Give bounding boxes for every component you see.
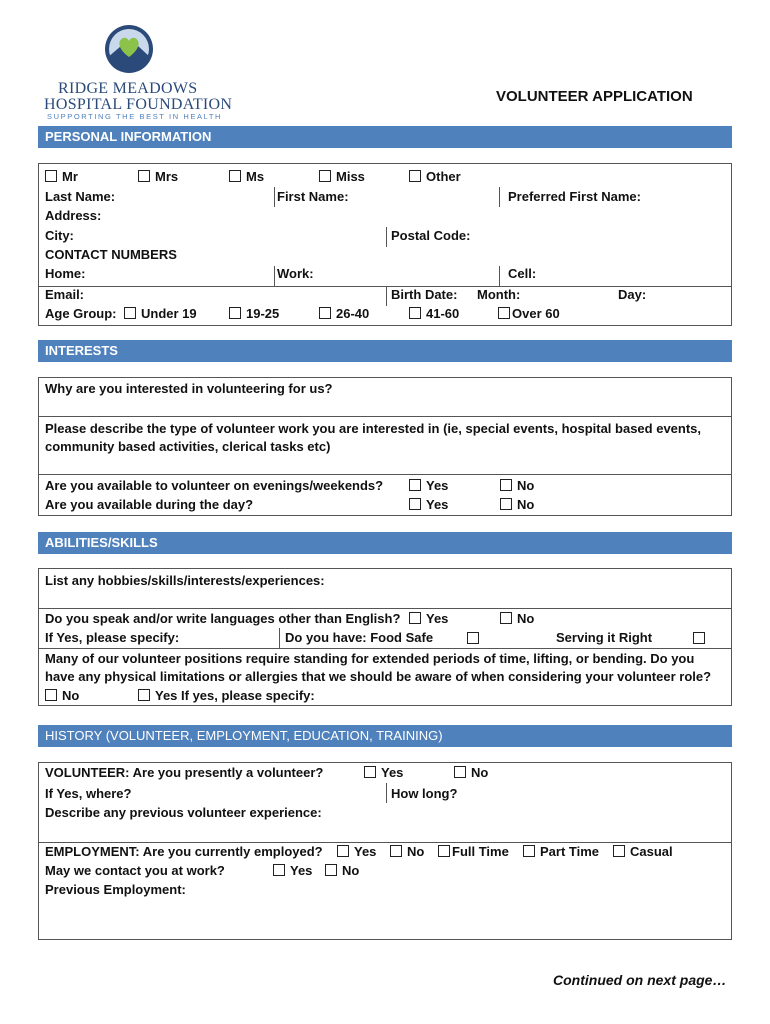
checkbox[interactable] [229, 307, 241, 319]
divider [499, 187, 500, 207]
age-option-over-60[interactable]: Over 60 [498, 306, 560, 322]
evenings-availability-question: Are you available to volunteer on evenings/weekends? [45, 478, 384, 493]
limitations-question-line1: Many of our volunteer positions require standing for extended periods of time, lifting, or bending. Do you [45, 651, 695, 666]
divider [38, 842, 732, 843]
age-group-label: Age Group: [45, 306, 117, 321]
divider [386, 286, 387, 306]
checkbox[interactable] [138, 170, 150, 182]
checkbox[interactable] [319, 170, 331, 182]
divider [38, 648, 732, 649]
checkbox[interactable] [409, 498, 421, 510]
why-interested-question: Why are you interested in volunteering for us? [45, 381, 333, 396]
checkbox[interactable] [498, 307, 510, 319]
city-label: City: [45, 228, 74, 243]
cell-phone-label: Cell: [508, 266, 537, 281]
volunteer-type-question-line1: Please describe the type of volunteer work you are interested in (ie, special events, hospital based events, [45, 421, 702, 436]
previous-volunteer-experience-label: Describe any previous volunteer experience: [45, 805, 322, 820]
checkbox[interactable] [45, 689, 57, 701]
full-time-option[interactable]: Full Time [438, 844, 509, 860]
last-name-label: Last Name: [45, 189, 116, 204]
checkbox[interactable] [273, 864, 285, 876]
contact-at-work-question: May we contact you at work? [45, 863, 225, 878]
checkbox[interactable] [138, 689, 150, 701]
email-label: Email: [45, 287, 85, 302]
divider [38, 474, 732, 475]
checkbox[interactable] [229, 170, 241, 182]
presently-volunteer-question: VOLUNTEER: Are you presently a volunteer? [45, 765, 324, 780]
checkbox[interactable] [45, 170, 57, 182]
evenings-yes-option[interactable]: Yes [409, 478, 448, 494]
hobbies-question: List any hobbies/skills/interests/experiences: [45, 573, 325, 588]
section-history: HISTORY (VOLUNTEER, EMPLOYMENT, EDUCATION, TRAINING) [38, 725, 732, 747]
checkbox[interactable] [409, 612, 421, 624]
volunteer-type-question-line2: community based activities, clerical tasks etc) [45, 439, 331, 454]
checkbox[interactable] [364, 766, 376, 778]
checkbox[interactable] [409, 307, 421, 319]
birth-date-label: Birth Date: [391, 287, 458, 302]
checkbox[interactable] [337, 845, 349, 857]
heart-mountain-icon [104, 24, 154, 74]
org-tagline: SUPPORTING THE BEST IN HEALTH [47, 112, 223, 121]
divider [274, 266, 275, 286]
languages-specify-label: If Yes, please specify: [45, 630, 180, 645]
divider [386, 227, 387, 247]
checkbox[interactable] [500, 479, 512, 491]
limitations-yes-option[interactable]: Yes If yes, please specify: [138, 688, 315, 704]
checkbox[interactable] [613, 845, 625, 857]
title-option-mrs[interactable]: Mrs [138, 169, 178, 185]
birth-day-label: Day: [618, 287, 647, 302]
contact-yes-option[interactable]: Yes [273, 863, 312, 879]
currently-employed-question: EMPLOYMENT: Are you currently employed? [45, 844, 323, 859]
divider [38, 608, 732, 609]
work-phone-label: Work: [277, 266, 314, 281]
part-time-option[interactable]: Part Time [523, 844, 599, 860]
checkbox[interactable] [438, 845, 450, 857]
section-interests: INTERESTS [38, 340, 732, 362]
contact-numbers-heading: CONTACT NUMBERS [45, 247, 177, 262]
casual-option[interactable]: Casual [613, 844, 673, 860]
serving-it-right-checkbox[interactable] [693, 632, 705, 644]
day-availability-question: Are you available during the day? [45, 497, 254, 512]
checkbox[interactable] [325, 864, 337, 876]
age-option-19-25[interactable]: 19-25 [229, 306, 279, 322]
first-name-label: First Name: [277, 189, 349, 204]
languages-question: Do you speak and/or write languages other than English? [45, 611, 401, 626]
volunteer-yes-option[interactable]: Yes [364, 765, 403, 781]
title-option-ms[interactable]: Ms [229, 169, 264, 185]
checkbox[interactable] [454, 766, 466, 778]
languages-yes-option[interactable]: Yes [409, 611, 448, 627]
address-label: Address: [45, 208, 102, 223]
food-safe-checkbox[interactable] [467, 632, 479, 644]
title-option-mr[interactable]: Mr [45, 169, 78, 185]
checkbox[interactable] [319, 307, 331, 319]
divider [274, 187, 275, 207]
employed-no-option[interactable]: No [390, 844, 424, 860]
section-personal-information: PERSONAL INFORMATION [38, 126, 732, 148]
day-no-option[interactable]: No [500, 497, 534, 513]
postal-code-label: Postal Code: [391, 228, 471, 243]
age-option-under-19[interactable]: Under 19 [124, 306, 197, 322]
checkbox[interactable] [409, 170, 421, 182]
divider [38, 416, 732, 417]
divider [499, 266, 500, 286]
checkbox[interactable] [409, 479, 421, 491]
age-option-41-60[interactable]: 41-60 [409, 306, 459, 322]
limitations-no-option[interactable]: No [45, 688, 79, 704]
form-title: VOLUNTEER APPLICATION [496, 88, 693, 105]
org-name-line2: HOSPITAL FOUNDATION [44, 96, 233, 113]
serving-it-right-label: Serving it Right [556, 630, 653, 645]
volunteer-how-long-label: How long? [391, 786, 458, 801]
checkbox[interactable] [500, 498, 512, 510]
checkbox[interactable] [500, 612, 512, 624]
section-abilities-skills: ABILITIES/SKILLS [38, 532, 732, 554]
evenings-no-option[interactable]: No [500, 478, 534, 494]
day-yes-option[interactable]: Yes [409, 497, 448, 513]
previous-employment-label: Previous Employment: [45, 882, 186, 897]
title-option-other[interactable]: Other [409, 169, 461, 185]
home-phone-label: Home: [45, 266, 86, 281]
employed-yes-option[interactable]: Yes [337, 844, 376, 860]
preferred-name-label: Preferred First Name: [508, 189, 641, 204]
food-safe-label: Do you have: Food Safe [285, 630, 434, 645]
org-name-line1: RIDGE MEADOWS [58, 80, 198, 97]
checkbox[interactable] [390, 845, 402, 857]
title-option-miss[interactable]: Miss [319, 169, 365, 185]
checkbox[interactable] [124, 307, 136, 319]
continued-note: Continued on next page… [553, 972, 727, 988]
volunteer-no-option[interactable]: No [454, 765, 488, 781]
limitations-question-line2: have any physical limitations or allergies that we should be aware of when considering your volunteer role? [45, 669, 712, 684]
divider [279, 628, 280, 648]
checkbox[interactable] [523, 845, 535, 857]
birth-month-label: Month: [477, 287, 521, 302]
age-option-26-40[interactable]: 26-40 [319, 306, 369, 322]
volunteer-where-label: If Yes, where? [45, 786, 132, 801]
contact-no-option[interactable]: No [325, 863, 359, 879]
divider [386, 783, 387, 803]
languages-no-option[interactable]: No [500, 611, 534, 627]
